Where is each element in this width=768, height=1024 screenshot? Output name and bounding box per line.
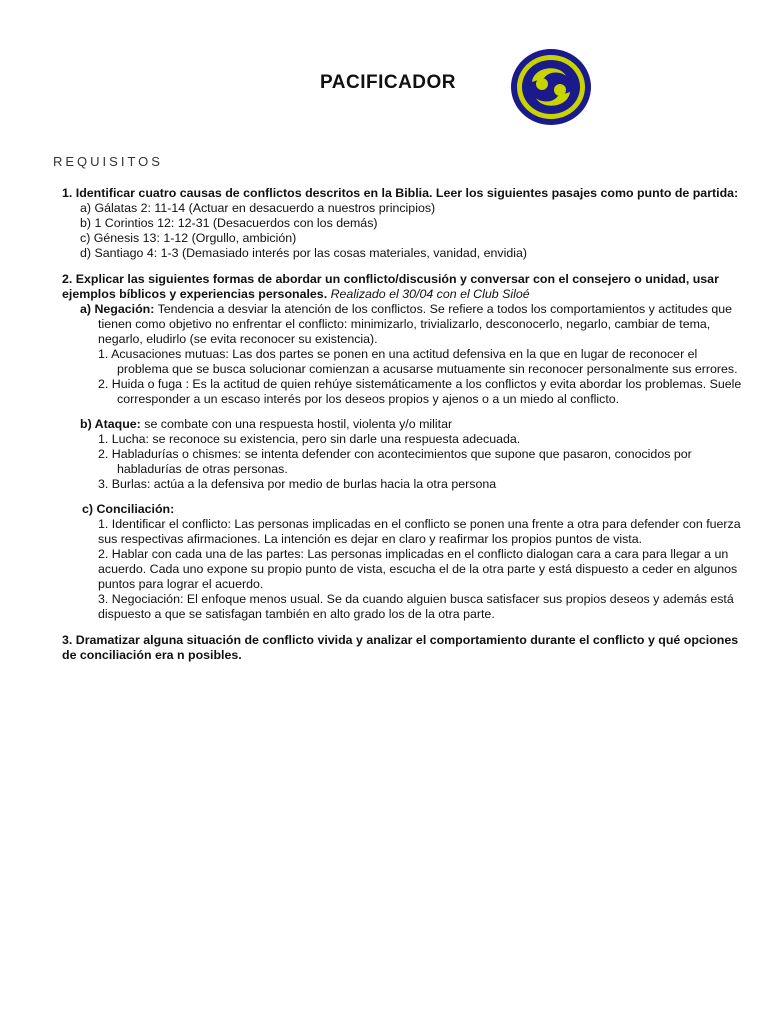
section-3 bbox=[62, 633, 742, 663]
section-1-item: d) Santiago 4: 1-3 (Demasiado interés por las cosas materiales, vanidad, envidia) bbox=[80, 246, 527, 260]
conciliacion-item: 3. Negociación: El enfoque menos usual. Se da cuando alguien busca satisfacer sus propios deseos y además está dispuesto a que se satisfagan también en alto grado los de la otra parte. bbox=[98, 592, 734, 621]
subsection-ataque-text: se combate con una respuesta hostil, violenta y/o militar bbox=[140, 417, 453, 431]
section-1-item: b) 1 Corintios 12: 12-31 (Desacuerdos con los demás) bbox=[80, 216, 378, 230]
subsection-negacion-text: Tendencia a desviar la atención de los conflictos. Se refiere a todos los comportamientos y actitudes que tienen como objetivo no enfrentar el conflicto: minimizarlo, trivializarlo, desconocerlo, negarlo, cambiar de tema, negarlo, eludirlo (se evita reconocer su existencia). bbox=[98, 302, 732, 346]
subsection-negacion-label: a) Negación: bbox=[80, 302, 155, 316]
pacificador-emblem-icon bbox=[510, 48, 592, 126]
document-body bbox=[62, 186, 742, 674]
section-2-heading-note: Realizado el 30/04 con el Club Siloé bbox=[327, 287, 530, 301]
conciliacion-item: 1. Identificar el conflicto: Las personas implicadas en el conflicto se ponen una frente a otra para defender con fuerza sus respectivas afirmaciones. La intención es dejar en claro y reafirmar los propios puntos de vista. bbox=[98, 517, 741, 546]
ataque-item: 2. Habladurías o chismes: se intenta defender con acontecimientos que supone que pasaron, conocidos por habladurías de otras personas. bbox=[98, 447, 692, 476]
subsection-ataque bbox=[62, 417, 742, 432]
section-3-heading: 3. Dramatizar alguna situación de conflicto vivida y analizar el comportamiento durante el conflicto y qué opciones de conciliación era n posibles. bbox=[62, 633, 739, 662]
ataque-item: 3. Burlas: actúa a la defensiva por medio de burlas hacia la otra persona bbox=[98, 477, 497, 491]
requirements-heading: REQUISITOS bbox=[53, 154, 163, 169]
section-1-heading: 1. Identificar cuatro causas de conflictos descritos en la Biblia. Leer los siguientes pasajes como punto de partida: bbox=[62, 186, 739, 200]
section-2-heading-bold: 2. Explicar las siguientes formas de abordar un conflicto/discusión y conversar con el consejero o unidad, usar ejemplos bíblicos y experiencias personales. bbox=[62, 272, 719, 301]
ataque-item: 1. Lucha: se reconoce su existencia, pero sin darle una respuesta adecuada. bbox=[98, 432, 521, 446]
subsection-negacion bbox=[62, 302, 742, 347]
section-2-heading bbox=[62, 272, 742, 302]
negacion-item: 1. Acusaciones mutuas: Las dos partes se ponen en una actitud defensiva en la que en lugar de reconocer el problema que se busca solucionar comienzan a acusarse mutuamente sin reconocer personalmente sus errores. bbox=[98, 347, 738, 376]
emblem-inner-disc bbox=[522, 60, 580, 114]
conciliacion-item: 2. Hablar con cada una de las partes: Las personas implicadas en el conflicto dialogan cara a cara para llegar a un acuerdo. Cada uno expone su propio punto de vista, escucha el de la otra parte y está dispuesto a ceder en algunos puntos para lograr el acuerdo. bbox=[98, 547, 738, 591]
page-title: PACIFICADOR bbox=[320, 72, 457, 93]
negacion-item: 2. Huida o fuga : Es la actitud de quien rehúye sistemáticamente a los conflictos y evita abordar los problemas. Suele corresponder a un escaso interés por los deseos propios y ajenos o a un miedo al conflicto. bbox=[98, 377, 742, 406]
section-2 bbox=[62, 272, 742, 622]
subsection-conciliacion-label: c) Conciliación: bbox=[82, 502, 175, 516]
subsection-ataque-label: b) Ataque: bbox=[80, 417, 141, 431]
emblem-glyph-dot-upper bbox=[536, 78, 548, 90]
emblem-glyph-dot-lower bbox=[554, 84, 566, 96]
section-1 bbox=[62, 186, 742, 261]
section-1-item: c) Génesis 13: 1-12 (Orgullo, ambición) bbox=[80, 231, 297, 245]
section-1-item: a) Gálatas 2: 11-14 (Actuar en desacuerdo a nuestros principios) bbox=[80, 201, 436, 215]
